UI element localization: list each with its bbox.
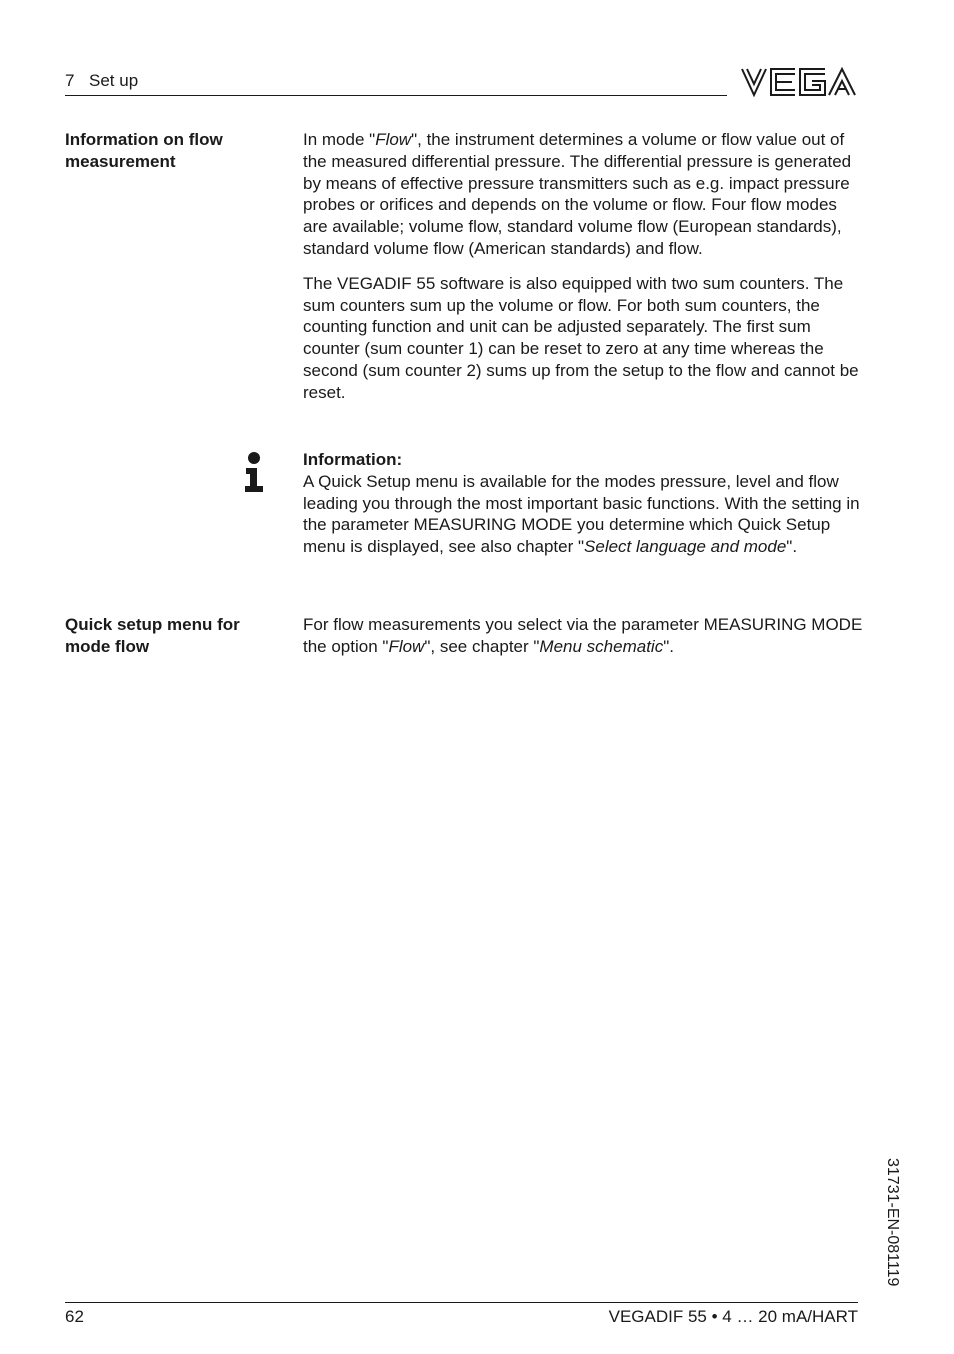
chapter-title: Set up: [89, 71, 139, 90]
side-heading-line: mode flow: [65, 637, 150, 656]
information-icon: [243, 451, 265, 493]
side-heading-quick-setup: [65, 614, 280, 658]
text-run: In mode ": [303, 130, 376, 149]
running-header: [65, 71, 138, 91]
footer-rule: [65, 1302, 858, 1303]
paragraph: [303, 471, 863, 558]
side-heading-line: measurement: [65, 152, 176, 171]
text-run: For flow measurements you select via the parameter MEASURING MODE the option ": [303, 615, 863, 656]
text-run: ", the instrument determines a volume or flow value out of the measured differential pressure. The differential pressure is generated by means of effective pressure transmitters such as e.g. impact pressure probes or orifices and depends on the volume or flow. Four flow modes are available; volume flow, standard volume flow (European standards), standard volume flow (American standards) and flow.: [303, 130, 852, 258]
paragraph: [303, 129, 863, 260]
text-run: ", see chapter ": [424, 636, 540, 656]
chapter-number: 7: [65, 71, 75, 90]
text-run: The VEGADIF 55 software is also equipped with two sum counters. The sum counters sum up the volume or flow. For both sum counters, the counting function and unit can be adjusted separately. The first sum counter (sum counter 1) can be reset to zero at any time whereas the second (sum counter 2) sums up from the setup to the flow and cannot be reset.: [303, 273, 859, 402]
text-run: A Quick Setup menu is available for the modes pressure, level and flow leading you through the most important basic functions. With the setting in the parameter MEASURING MODE you determine which Quick Setup menu is displayed, see also chapter ": [303, 471, 860, 557]
paragraph: [303, 614, 863, 658]
quick-setup-body: [303, 614, 863, 658]
information-note: [303, 449, 863, 558]
header-rule: [65, 95, 727, 96]
emphasized-text: Flow: [388, 636, 425, 656]
side-heading-line: Quick setup menu for: [65, 615, 240, 634]
side-heading-flow-info: [65, 129, 280, 173]
document-id: 31731-EN-081119: [884, 1158, 901, 1287]
product-name: VEGADIF 55 • 4 … 20 mA/HART: [608, 1307, 858, 1326]
emphasized-text: Menu schematic: [539, 636, 664, 656]
page-number: 62: [65, 1307, 84, 1326]
flow-info-body: [303, 129, 863, 404]
paragraph: [303, 273, 863, 404]
emphasized-text: Select language and mode: [584, 537, 787, 557]
text-run: ".: [786, 537, 798, 557]
text-run: ".: [663, 636, 674, 656]
side-heading-line: Information on flow: [65, 130, 223, 149]
emphasized-text: Flow: [375, 130, 412, 149]
vega-logo: [740, 66, 858, 98]
information-title: Information:: [303, 450, 403, 469]
